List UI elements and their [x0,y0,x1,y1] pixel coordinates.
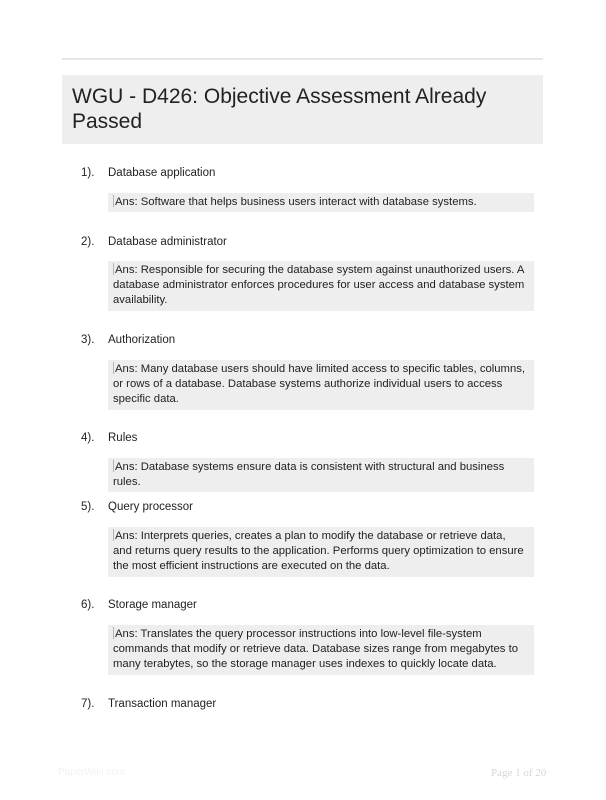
answer-box [108,458,534,492]
question-number: 6). [81,599,95,611]
answer-box [108,360,534,410]
answer-text: Ans: Interprets queries, creates a plan to modify the database or retrieve data, and returns query results to the application. Performs query optimization to ensure the most efficient instructions are executed on the data. [113,530,524,573]
page-title: WGU - D426: Objective Assessment Already Passed [72,85,487,133]
answer-box [108,261,534,311]
answer-box [108,193,534,212]
question-term: Transaction manager [108,698,217,710]
question-term: Authorization [108,334,176,346]
question-number: 5). [81,501,95,513]
question-term: Query processor [108,501,194,513]
answer-text: Ans: Responsible for securing the database system against unauthorized users. A database administrator enforces procedures for user access and database system availability. [113,264,525,307]
answer-marker [113,529,114,541]
answer-marker [113,627,114,639]
question-term: Database application [108,167,216,179]
answer-marker [113,263,114,275]
answer-text: Ans: Database systems ensure data is consistent with structural and business rules. [113,461,505,489]
question-number: 3). [81,334,95,346]
question-number: 2). [81,236,95,248]
answer-box [108,625,534,675]
title-banner [62,75,543,144]
question-number: 4). [81,432,95,444]
footer-watermark: PaperWiki.com [58,767,126,778]
answer-marker [113,195,114,207]
answer-text: Ans: Software that helps business users interact with database systems. [115,196,477,208]
answer-marker [113,460,114,472]
question-number: 7). [81,698,95,710]
answer-box [108,527,534,577]
question-term: Database administrator [108,236,227,248]
question-number: 1). [81,167,95,179]
question-term: Storage manager [108,599,197,611]
top-divider [62,58,543,60]
question-term: Rules [108,432,138,444]
page-number: Page 1 of 20 [491,767,547,779]
answer-marker [113,362,114,374]
answer-text: Ans: Translates the query processor instructions into low-level file-system commands that modify or retrieve data. Database sizes range from megabytes to many terabytes, so the storage manager uses indexes to quickly locate data. [113,628,518,671]
answer-text: Ans: Many database users should have limited access to specific tables, columns, or rows of a database. Database systems authorize individual users to access specific data. [113,363,526,406]
